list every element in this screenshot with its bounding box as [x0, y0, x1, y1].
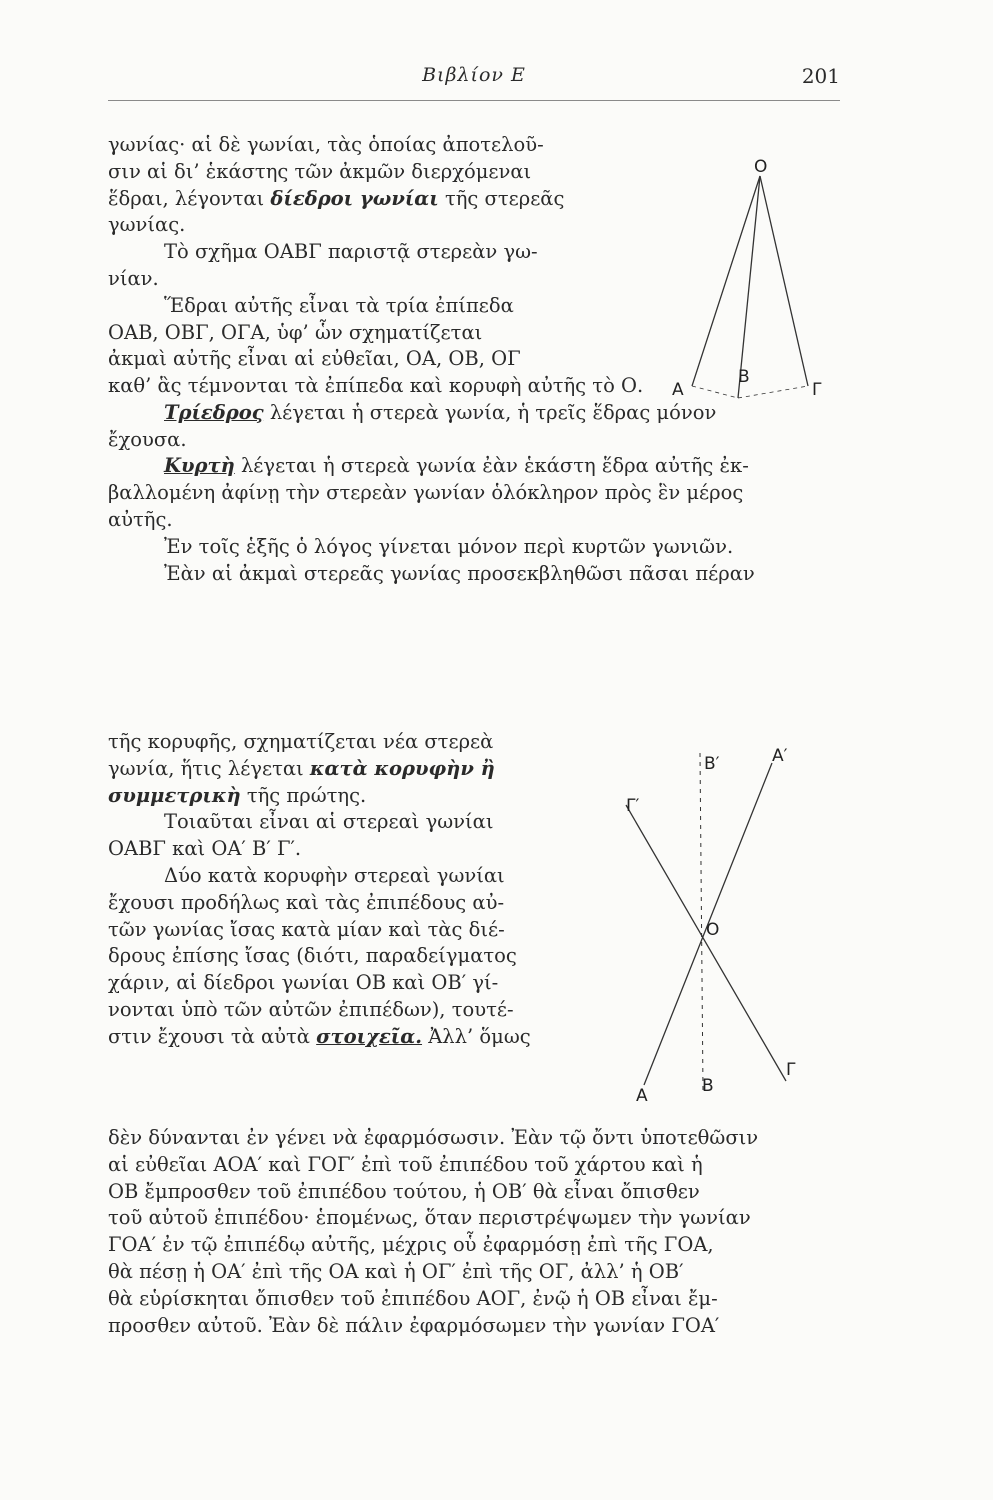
running-title: Βιβλίον Ε [422, 64, 526, 86]
text-line: Δύο κατὰ κορυφὴν στερεαὶ γωνίαι [164, 863, 505, 887]
text-line: προσθεν αὐτοῦ. Ἐὰν δὲ πάλιν ἐφαρμόσωμεν τὴν γωνίαν ΓΟΑ′ [108, 1313, 720, 1337]
paragraph-block-4 [108, 1125, 848, 1339]
text-line: ἕδραι, λέγονται δίεδροι γωνίαι τῆς στερεᾶς [108, 186, 565, 210]
page-header [108, 64, 840, 104]
text-line: συμμετρικὴ τῆς πρώτης. [108, 783, 367, 807]
text-line: Τοιαῦται εἶναι αἱ στερεαὶ γωνίαι [164, 810, 494, 834]
line-G-Gp [626, 805, 786, 1081]
text-line: δὲν δύνανται ἐν γένει νὰ ἐφαρμόσωσιν. Ἐὰν τῷ ὄντι ὑποτεθῶσιν [108, 1126, 759, 1149]
label-G: Γ [786, 1060, 796, 1080]
figure-vertical-solid-angles [600, 735, 840, 1105]
header-rule [108, 100, 840, 101]
term-symmetric: συμμετρικὴ [108, 783, 241, 807]
label-G: Γ [812, 380, 822, 400]
text-line: ΟΒ ἔμπροσθεν τοῦ ἐπιπέδου τούτου, ἡ ΟΒ′ θὰ εἶναι ὄπισθεν [108, 1179, 700, 1203]
label-O: Ο [706, 920, 720, 940]
text-line: δρους ἐπίσης ἴσας (διότι, παραδείγματος [108, 944, 517, 968]
text-line: Ἕδραι αὐτῆς εἶναι τὰ τρία ἐπίπεδα [164, 293, 514, 317]
text-line: θὰ πέσῃ ἡ ΟΑ′ ἐπὶ τῆς ΟΑ καὶ ἡ ΟΓ′ ἐπὶ τῆς ΟΓ, ἀλλ’ ἡ ΟΒ′ [108, 1259, 684, 1283]
text-line: Ἐὰν αἱ ἀκμαὶ στερεᾶς γωνίας προσεκβληθῶσι πᾶσαι πέραν [164, 561, 755, 585]
label-B: Β [738, 367, 750, 387]
label-Ap: Α′ [772, 746, 788, 766]
paragraph-block-3 [108, 729, 588, 1051]
edge-BG [738, 386, 808, 398]
label-B: Β [702, 1076, 714, 1096]
label-A: Α [636, 1086, 648, 1105]
text-line: ΓΟΑ′ ἐν τῷ ἐπιπέδῳ αὐτῆς, μέχρις οὗ ἐφαρμόσῃ ἐπὶ τῆς ΓΟΑ, [108, 1233, 714, 1257]
page-number: 201 [801, 64, 840, 88]
text-line: γωνία, ἥτις λέγεται κατὰ κορυφὴν ἢ [108, 756, 495, 780]
text-line: Τὸ σχῆμα ΟΑΒΓ παριστᾷ στερεὰν γω- [164, 240, 538, 264]
text-line: χάριν, αἱ δίεδροι γωνίαι ΟΒ καὶ ΟΒ′ γί- [108, 971, 499, 995]
text-line: αἱ εὐθεῖαι ΑΟΑ′ καὶ ΓΟΓ′ ἐπὶ τοῦ ἐπιπέδου τοῦ χάρτου καὶ ἡ [108, 1152, 703, 1176]
text-line: Ἐν τοῖς ἑξῆς ὁ λόγος γίνεται μόνον περὶ κυρτῶν γωνιῶν. [164, 534, 734, 558]
text-line: νίαν. [108, 266, 159, 290]
term-elements: στοιχεῖα. [316, 1024, 423, 1048]
term-vertical: κατὰ κορυφὴν ἢ [309, 756, 495, 780]
edge-OG [760, 176, 808, 386]
text-line: ἔχουσα. [108, 427, 187, 451]
text-line: ἔχουσι προδήλως καὶ τὰς ἐπιπέδους αὐ- [108, 890, 505, 914]
paragraph-block-1 [108, 132, 628, 373]
text-line: σιν αἱ δι’ ἑκάστης τῶν ἀκμῶν διερχόμεναι [108, 159, 532, 183]
text-line: βαλλομένη ἀφίνῃ τὴν στερεὰν γωνίαν ὁλόκληρον πρὸς ἓν μέρος [108, 481, 744, 505]
term-dihedral-angles: δίεδροι γωνίαι [270, 186, 439, 210]
text-line: στιν ἔχουσι τὰ αὐτὰ στοιχεῖα. Ἀλλ’ ὅμως [108, 1024, 531, 1048]
term-trihedral: Τρίεδρος [164, 400, 264, 424]
text-line: ἀκμαὶ αὐτῆς εἶναι αἱ εὐθεῖαι, ΟΑ, ΟΒ, ΟΓ [108, 347, 521, 371]
text-line: Κυρτὴ λέγεται ἡ στερεὰ γωνία ἐὰν ἑκάστη ἕδρα αὐτῆς ἐκ- [164, 454, 749, 478]
text-line: γωνίας. [108, 213, 186, 237]
text-line: καθ’ ἃς τέμνονται τὰ ἐπίπεδα καὶ κορυφὴ αὐτῆς τὸ Ο. [108, 374, 644, 397]
figure-trihedral-angle [640, 150, 840, 410]
edge-AB [692, 386, 738, 398]
text-line: θὰ εὑρίσκηται ὄπισθεν τοῦ ἐπιπέδου ΑΟΓ, ἐνῷ ἡ ΟΒ εἶναι ἔμ- [108, 1286, 718, 1310]
text-line: Τρίεδρος λέγεται ἡ στερεὰ γωνία, ἡ τρεῖς ἕδρας μόνον [164, 400, 717, 424]
text-line: αὐτῆς. [108, 507, 173, 531]
label-A: Α [672, 380, 684, 400]
text-line: τῆς κορυφῆς, σχηματίζεται νέα στερεὰ [108, 730, 494, 753]
text-line: νονται ὑπὸ τῶν αὐτῶν ἐπιπέδων), τουτέ- [108, 997, 514, 1021]
label-O: Ο [754, 157, 768, 177]
term-convex: Κυρτὴ [164, 454, 235, 478]
text-line: τοῦ αὐτοῦ ἐπιπέδου· ἑπομένως, ὅταν περιστρέψωμεν τὴν γωνίαν [108, 1206, 751, 1230]
text-line: ΟΑΒ, ΟΒΓ, ΟΓΑ, ὑφ’ ὧν σχηματίζεται [108, 320, 483, 344]
text-line: γωνίας· αἱ δὲ γωνίαι, τὰς ὁποίας ἀποτελοῦ- [108, 133, 544, 156]
text-line: τῶν γωνίας ἴσας κατὰ μίαν καὶ τὰς διέ- [108, 917, 505, 941]
label-Gp: Γ′ [626, 796, 640, 816]
text-line: ΟΑΒΓ καὶ ΟΑ′ Β′ Γ′. [108, 837, 302, 861]
line-B-Bp [700, 753, 703, 1090]
label-Bp: Β′ [704, 754, 720, 774]
